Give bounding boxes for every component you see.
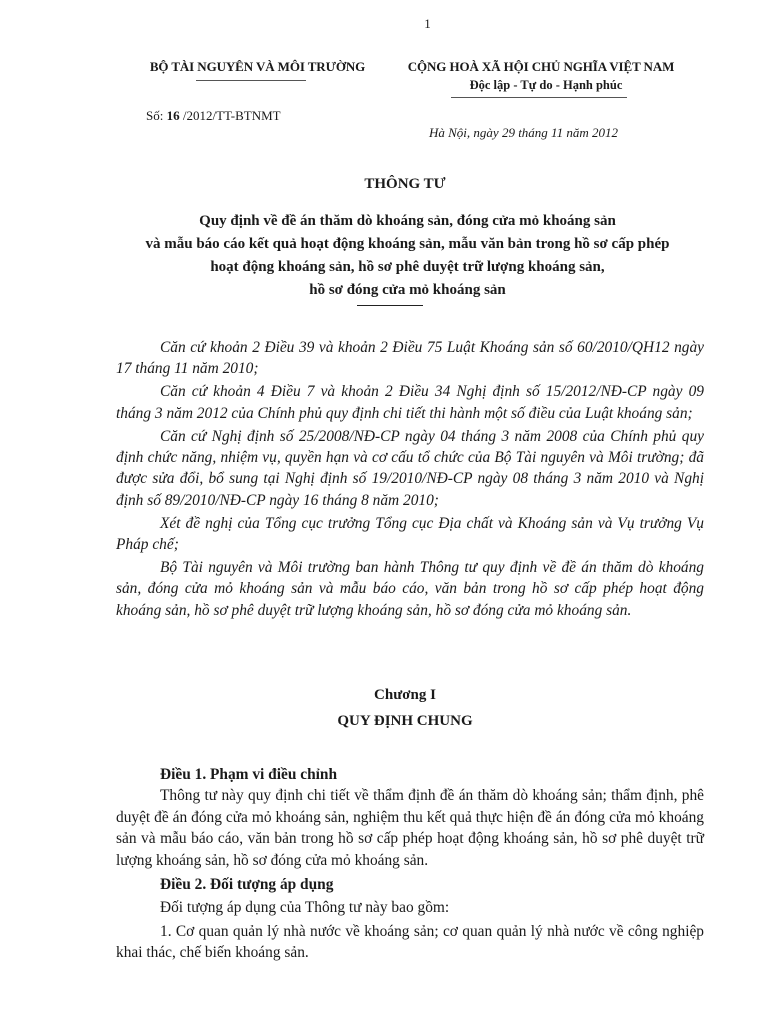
document-subject <box>100 210 715 302</box>
country-name: CỘNG HOÀ XÃ HỘI CHỦ NGHĨA VIỆT NAM <box>407 59 675 74</box>
document-type: THÔNG TƯ <box>364 176 446 192</box>
document-number-value: 16 <box>166 108 180 123</box>
motto-underline <box>451 97 627 98</box>
preamble-paragraph: Căn cứ khoản 2 Điều 39 và khoản 2 Điều 75 Luật Khoáng sản số 60/2010/QH12 ngày 17 tháng 11 năm 2010; <box>116 339 704 378</box>
articles <box>116 764 704 965</box>
document-number-prefix: Số: <box>146 108 167 123</box>
subject-line: hồ sơ đóng cửa mỏ khoáng sản <box>309 282 506 298</box>
subject-line: Quy định về đề án thăm dò khoáng sản, đóng cửa mỏ khoáng sản <box>199 213 616 229</box>
chapter-title: QUY ĐỊNH CHUNG <box>337 713 473 729</box>
subject-underline <box>357 305 423 306</box>
preamble <box>116 337 704 623</box>
national-motto: Độc lập - Tự do - Hạnh phúc <box>469 78 623 92</box>
document-number-suffix: /2012/TT-BTNMT <box>179 108 281 123</box>
article-heading: Điều 1. Phạm vi điều chỉnh <box>160 766 338 783</box>
article-paragraph: 1. Cơ quan quản lý nhà nước về khoáng sản; cơ quan quản lý nhà nước về công nghiệp khai thác, chế biến khoáng sản. <box>116 922 704 962</box>
ministry-underline <box>196 80 306 81</box>
preamble-paragraph: Căn cứ khoản 4 Điều 7 và khoản 2 Điều 34 Nghị định số 15/2012/NĐ-CP ngày 09 tháng 3 năm 2012 của Chính phủ quy định chi tiết thi hành một số điều của Luật khoáng sản; <box>116 383 704 422</box>
article-paragraph: Thông tư này quy định chi tiết về thẩm định đề án thăm dò khoáng sản; thẩm định, phê duyệt đề án đóng cửa mỏ khoáng sản, nghiệm thu kết quả thực hiện đề án đóng cửa mỏ khoáng sản và mẫu báo cáo, văn bản trong hồ sơ cấp phép hoạt động khoáng sản, hồ sơ phê duyệt trữ lượng khoáng sản, hồ sơ đóng cửa mỏ khoáng sản. <box>116 787 704 869</box>
article-paragraph: Đối tượng áp dụng của Thông tư này bao gồm: <box>160 899 450 917</box>
page-number: 1 <box>424 16 431 31</box>
issuing-ministry: BỘ TÀI NGUYÊN VÀ MÔI TRƯỜNG <box>149 59 366 74</box>
preamble-paragraph: Bộ Tài nguyên và Môi trường ban hành Thông tư quy định về đề án thăm dò khoáng sản, đóng cửa mỏ khoáng sản và mẫu báo cáo, văn bản trong hồ sơ cấp phép hoạt động khoáng sản, hồ sơ phê duyệt trữ lượng khoáng sản, hồ sơ đóng cửa mỏ khoáng sản. <box>116 559 704 619</box>
chapter-number: Chương I <box>374 687 436 703</box>
subject-line: và mẫu báo cáo kết quả hoạt động khoáng sản, mẫu văn bản trong hồ sơ cấp phép <box>145 236 670 252</box>
article-heading: Điều 2. Đối tượng áp dụng <box>160 876 334 894</box>
preamble-paragraph: Xét đề nghị của Tổng cục trưởng Tổng cục Địa chất và Khoáng sản và Vụ trưởng Vụ Pháp chế; <box>116 514 704 554</box>
preamble-paragraph: Căn cứ Nghị định số 25/2008/NĐ-CP ngày 04 tháng 3 năm 2008 của Chính phủ quy định chức năng, nhiệm vụ, quyền hạn và cơ cấu tổ chức của Bộ Tài nguyên và Môi trường; đã được sửa đổi, bổ sung tại Nghị định số 19/2010/NĐ-CP ngày 08 tháng 3 năm 2010 và Nghị định số 89/2010/NĐ-CP ngày 16 tháng 8 năm 2010; <box>116 427 704 509</box>
issue-date: Hà Nội, ngày 29 tháng 11 năm 2012 <box>429 125 618 140</box>
subject-line: hoạt động khoáng sản, hồ sơ phê duyệt trữ lượng khoáng sản, <box>210 259 605 275</box>
document-number <box>146 108 281 124</box>
